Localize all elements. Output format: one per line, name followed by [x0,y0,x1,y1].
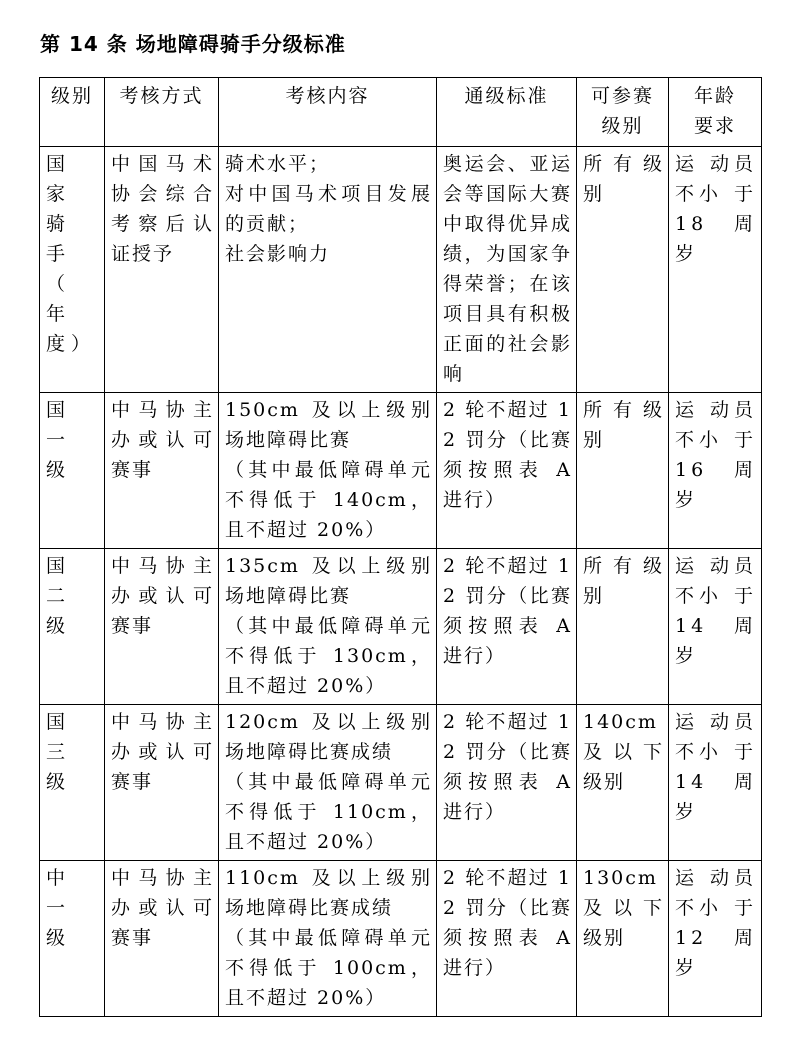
cell-age: 运 动员 不小 于16 周岁 [669,393,762,549]
cell-method: 中马协主办或认可赛事 [105,861,219,1017]
cell-content: 135cm 及以上级别场地障碍比赛 （其中最低障碍单元不得低于 130cm，且不超过 20%） [219,549,437,705]
cell-level: 中 一 级 [40,861,105,1017]
cell-method: 中马协主办或认可赛事 [105,705,219,861]
cell-standard: 2 轮不超过 12 罚分（比赛须按照表 A 进行） [437,705,577,861]
header-standard: 通级标准 [437,78,577,147]
cell-level: 国 三 级 [40,705,105,861]
table-header-row [40,78,762,147]
cell-eligible: 130cm 及以下级别 [577,861,669,1017]
cell-standard: 2 轮不超过 12 罚分（比赛须按照表 A 进行） [437,393,577,549]
table-row [40,549,762,705]
cell-level: 国 一 级 [40,393,105,549]
table-row [40,861,762,1017]
cell-standard: 2 轮不超过 12 罚分（比赛须按照表 A 进行） [437,861,577,1017]
cell-method: 中马协主办或认可赛事 [105,393,219,549]
cell-content: 120cm 及以上级别场地障碍比赛成绩 （其中最低障碍单元不得低于 110cm，且不超过 20%） [219,705,437,861]
cell-age: 运 动员 不小 于18 周岁 [669,147,762,393]
rider-grading-table [39,77,762,1017]
cell-method: 中马协主办或认可赛事 [105,549,219,705]
page-title: 第 14 条 场地障碍骑手分级标准 [40,32,346,56]
cell-eligible: 所有级别 [577,393,669,549]
cell-level: 国 家 骑 手 （ 年 度） [40,147,105,393]
cell-age: 运 动员 不小 于14 周岁 [669,549,762,705]
cell-content: 110cm 及以上级别场地障碍比赛成绩 （其中最低障碍单元不得低于 100cm，且不超过 20%） [219,861,437,1017]
cell-eligible: 所有级别 [577,549,669,705]
cell-standard: 2 轮不超过 12 罚分（比赛须按照表 A 进行） [437,549,577,705]
cell-level: 国 二 级 [40,549,105,705]
cell-standard: 奥运会、亚运会等国际大赛中取得优异成绩，为国家争得荣誉；在该项目具有积极正面的社会影响 [437,147,577,393]
table-row [40,705,762,861]
cell-content: 骑术水平； 对中国马术项目发展的贡献； 社会影响力 [219,147,437,393]
cell-eligible: 140cm 及以下级别 [577,705,669,861]
cell-age: 运 动员 不小 于12 周岁 [669,861,762,1017]
header-content: 考核内容 [219,78,437,147]
cell-eligible: 所有级别 [577,147,669,393]
table-row [40,147,762,393]
header-eligible: 可参赛 级别 [577,78,669,147]
cell-content: 150cm 及以上级别场地障碍比赛 （其中最低障碍单元不得低于 140cm，且不超过 20%） [219,393,437,549]
header-level: 级别 [40,78,105,147]
header-method: 考核方式 [105,78,219,147]
header-age: 年龄 要求 [669,78,762,147]
table-row [40,393,762,549]
cell-age: 运 动员 不小 于14 周岁 [669,705,762,861]
cell-method: 中国马术协会综合考察后认证授予 [105,147,219,393]
